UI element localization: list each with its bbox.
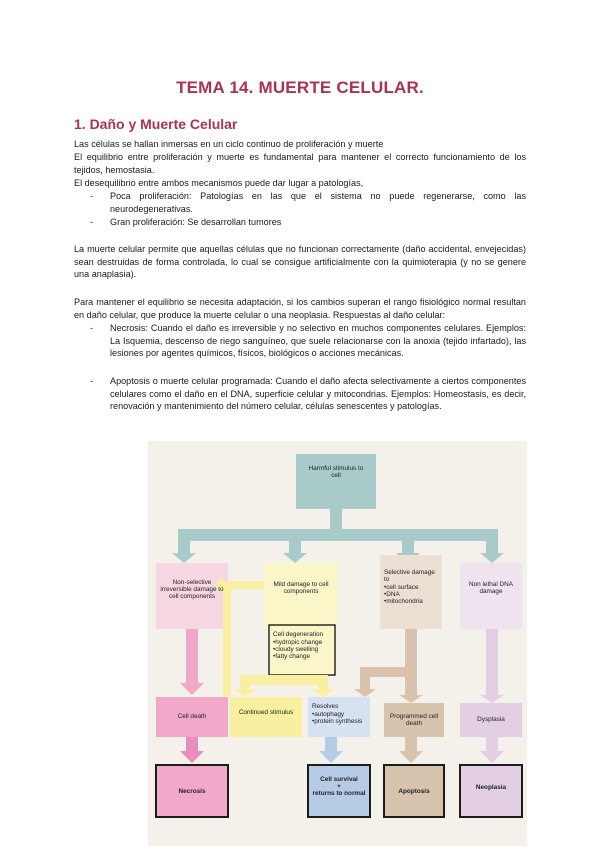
harmful-label: Harmful stimulus to cell (308, 465, 364, 480)
line-1: Las células se hallan inmersas en un ciclo continuo de proliferación y muerte (74, 139, 384, 149)
cell-death-label: Cell death (177, 713, 207, 720)
mild-damage-box (264, 563, 338, 629)
programmed-label: Programmed cell death (389, 713, 439, 728)
necrosis-label: Necrosis (178, 788, 206, 795)
bullet-mark: - (90, 217, 94, 227)
mild-label: Mild damage to cell components (273, 581, 329, 596)
harmful-stimulus-box (296, 454, 376, 509)
degeneration-title: Cell degeneration (273, 631, 324, 638)
bullet-apoptosis: Apoptosis o muerte celular programada: Cuando el daño afecta selectivamente a ciertos componentes celulares como el daño en el DNA, superficie celular y mitocondrias. Ejemplos: Homeostasis, es decir, renovación y mantenimiento del número celular, células senescentes y patologías. (110, 376, 526, 412)
page-title: TEMA 14. MUERTE CELULAR. (176, 78, 424, 97)
paragraph-muerte: La muerte celular permite que aquellas células que no funcionan correctamente (daño accidental, envejecidas) sean destruidas de forma controlada, lo cual se consigue artificialmente con la quimioterapia (y no se genere una anaplasia). (74, 244, 526, 280)
nonlethal-box (460, 563, 522, 629)
survival-label: Cell survival + returns to normal (312, 776, 366, 798)
neoplasia-label: Neoplasia (475, 784, 507, 791)
resolves-items: •autophagy •protein synthesis (312, 711, 363, 726)
nonlethal-label: Non lethal DNA damage (468, 581, 514, 596)
continued-label: Continued stimulus (238, 709, 294, 716)
branch-bar (178, 529, 498, 541)
selective-label: Selective damage to (384, 569, 435, 584)
apoptosis-label: Apoptosis (398, 788, 430, 795)
bullet-necrosis: Necrosis: Cuando el daño es irreversible y no selectivo en muchos componentes celulares. Ejemplos: La Isquemia, descenso de riego sanguíneo, que suele relacionarse con la anoxia (tejido infartado), las lesiones por agentes químicos, físicos, biológicos o acciones mecánicas. (110, 323, 526, 359)
bullet-mark: - (90, 191, 94, 201)
line-2: El equilibrio entre proliferación y muerte es fundamental para mantener el correcto funcionamiento de los tejidos, hemostasia. (74, 152, 526, 175)
dysplasia-label: Dysplasia (477, 716, 505, 723)
degeneration-items: •hydropic change •cloudy swelling •fatty change (273, 639, 323, 661)
line-3: El desequilibrio entre ambos mecanismos puede dar lugar a patologías, (74, 178, 364, 188)
bullet-poca: Poca proliferación: Patologías en las que el sistema no puede regenerarse, como las neurodegenerativas. (110, 191, 526, 214)
nonselective-label: Non-selective irreversible damage to cell components (160, 579, 224, 601)
bullet-mark: - (90, 323, 94, 333)
continued-stimulus-box (230, 697, 302, 737)
bullet-mark: - (90, 376, 94, 386)
bullet-gran: Gran proliferación: Se desarrollan tumores (110, 217, 282, 227)
paragraph-equilibrio: Para mantener el equilibrio se necesita adaptación, si los cambios superan el rango fisiológico normal resultan en daño celular, que produce la muerte celular o una neoplasia. Respuestas al daño celular: (74, 297, 526, 320)
resolves-label: Resolves (312, 703, 339, 710)
selective-items: •cell surface •DNA •mitochondria (384, 584, 423, 606)
section-heading: 1. Daño y Muerte Celular (74, 116, 238, 132)
cell-damage-diagram (148, 441, 527, 846)
